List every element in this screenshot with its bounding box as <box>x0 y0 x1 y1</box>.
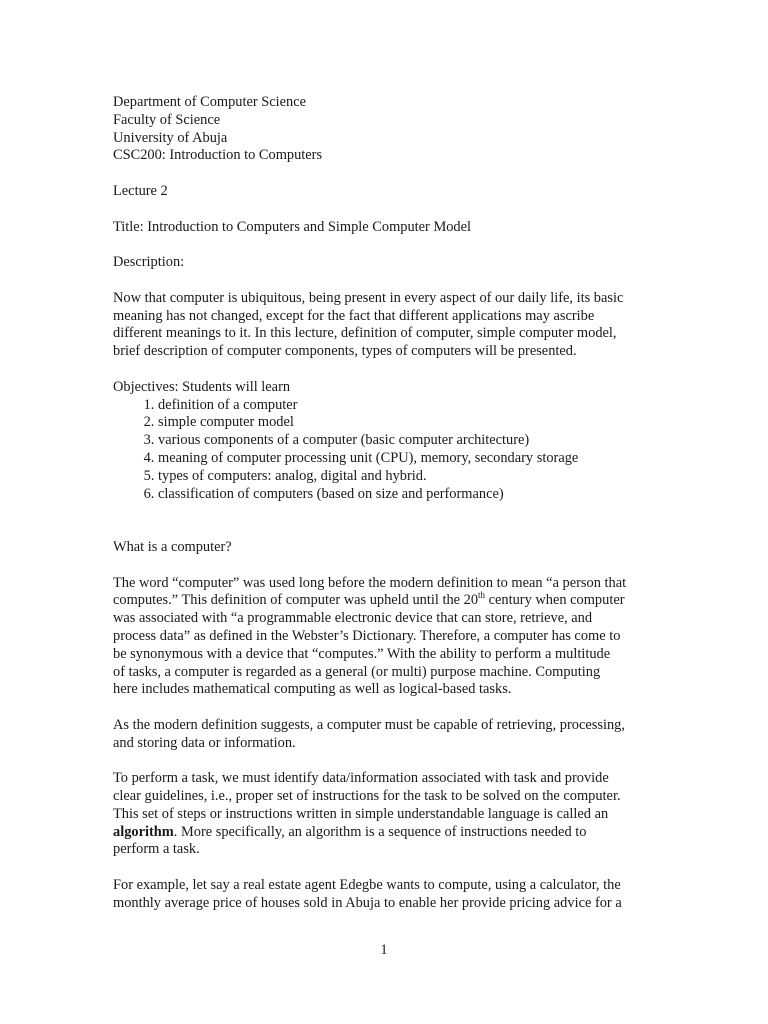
paragraph-line: of tasks, a computer is regarded as a general (or multi) purpose machine. Computing <box>113 663 601 680</box>
objectives-label: Objectives: Students will learn <box>113 378 291 395</box>
objective-item: 5. types of computers: analog, digital and hybrid. <box>158 468 658 486</box>
paragraph-line: here includes mathematical computing as well as logical-based tasks. <box>113 681 512 698</box>
description-line: brief description of computer components, types of computers will be presented. <box>113 343 577 360</box>
document-page <box>113 94 658 913</box>
modern-definition-paragraph <box>113 717 658 753</box>
superscript: th <box>478 590 486 601</box>
objective-item: 4. meaning of computer processing unit (CPU), memory, secondary storage <box>158 450 658 468</box>
paragraph-line: perform a task. <box>113 841 200 858</box>
lecture-title: Title: Introduction to Computers and Simple Computer Model <box>113 218 472 235</box>
paragraph-line: The word “computer” was used long before the modern definition to mean “a person that <box>113 574 627 591</box>
description-line: meaning has not changed, except for the fact that different applications may ascribe <box>113 307 595 324</box>
description-paragraph <box>113 290 658 361</box>
paragraph-line <box>113 824 658 842</box>
paragraph-line: For example, let say a real estate agent Edegbe wants to compute, using a calculator, the <box>113 877 621 894</box>
text-segment: computes.” This definition of computer was upheld until the 20 <box>113 592 479 609</box>
course-line: CSC200: Introduction to Computers <box>113 147 323 164</box>
algorithm-paragraph <box>113 770 658 859</box>
example-paragraph <box>113 877 658 913</box>
paragraph-line: be synonymous with a device that “computes.” With the ability to perform a multitude <box>113 645 611 662</box>
definition-paragraph <box>113 575 658 700</box>
header-block <box>113 94 658 165</box>
paragraph-line: and storing data or information. <box>113 734 296 751</box>
paragraph-line: monthly average price of houses sold in Abuja to enable her provide pricing advice for a <box>113 894 622 911</box>
description-label: Description: <box>113 254 185 271</box>
lecture-number: Lecture 2 <box>113 182 168 199</box>
paragraph-line: was associated with “a programmable electronic device that can store, retrieve, and <box>113 610 593 627</box>
faculty-line: Faculty of Science <box>113 111 221 128</box>
description-line: Now that computer is ubiquitous, being present in every aspect of our daily life, its basic <box>113 289 624 306</box>
text-segment: century when computer <box>485 592 625 609</box>
objective-item: 3. various components of a computer (basic computer architecture) <box>158 432 658 450</box>
description-line: different meanings to it. In this lecture, definition of computer, simple computer model, <box>113 325 617 342</box>
university-line: University of Abuja <box>113 129 228 146</box>
paragraph-line: This set of steps or instructions written in simple understandable language is called an <box>113 805 609 822</box>
page-number: 1 <box>380 942 388 958</box>
text-segment: . More specifically, an algorithm is a sequence of instructions needed to <box>173 823 587 840</box>
objective-item: 2. simple computer model <box>158 414 658 432</box>
objective-item: 6. classification of computers (based on size and performance) <box>158 486 658 504</box>
objectives-list <box>113 397 658 504</box>
section-heading: What is a computer? <box>113 538 232 555</box>
department-line: Department of Computer Science <box>113 94 307 110</box>
paragraph-line: To perform a task, we must identify data/information associated with task and provide <box>113 770 609 787</box>
paragraph-line: As the modern definition suggests, a computer must be capable of retrieving, processing, <box>113 716 625 733</box>
paragraph-line: clear guidelines, i.e., proper set of instructions for the task to be solved on the computer. <box>113 788 621 805</box>
paragraph-line <box>113 592 658 610</box>
paragraph-line: process data” as defined in the Webster’s Dictionary. Therefore, a computer has come to <box>113 627 621 644</box>
objective-item: 1. definition of a computer <box>158 397 658 415</box>
bold-term: algorithm <box>113 823 174 840</box>
